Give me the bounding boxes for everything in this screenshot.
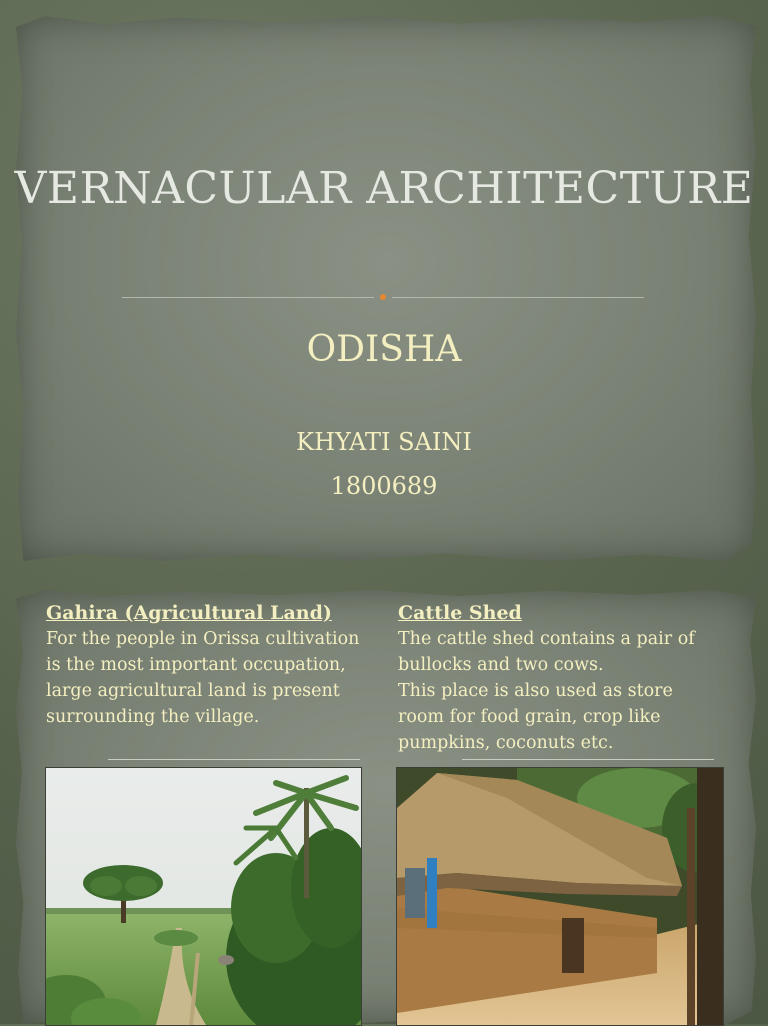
slide-subtitle: ODISHA: [306, 329, 462, 370]
cattle-shed-column: [398, 600, 718, 756]
author-name: KHYATI SAINI: [296, 428, 472, 456]
agricultural-land-heading: Gahira (Agricultural Land): [46, 602, 332, 624]
title-rule-right: [392, 297, 644, 298]
agricultural-land-column: [46, 600, 366, 730]
title-rule-dot: [380, 294, 386, 300]
cattle-shed-heading: Cattle Shed: [398, 602, 522, 624]
cattle-shed-text-2: This place is also used as store room for food grain, crop like pumpkins, coconuts etc.: [398, 681, 673, 753]
agricultural-land-text: For the people in Orissa cultivation is the most important occupation, large agricultural land is present surrounding the village.: [46, 629, 360, 727]
cattle-shed-text-1: The cattle shed contains a pair of bullocks and two cows.: [398, 629, 695, 675]
left-divider: [108, 759, 360, 760]
right-divider: [462, 759, 714, 760]
slide-title: VERNACULAR ARCHITECTURE: [14, 163, 754, 214]
agricultural-field-photo: [45, 767, 362, 1026]
cattle-shed-photo: [396, 767, 724, 1026]
roll-number: 1800689: [330, 472, 438, 500]
title-rule-left: [122, 297, 374, 298]
